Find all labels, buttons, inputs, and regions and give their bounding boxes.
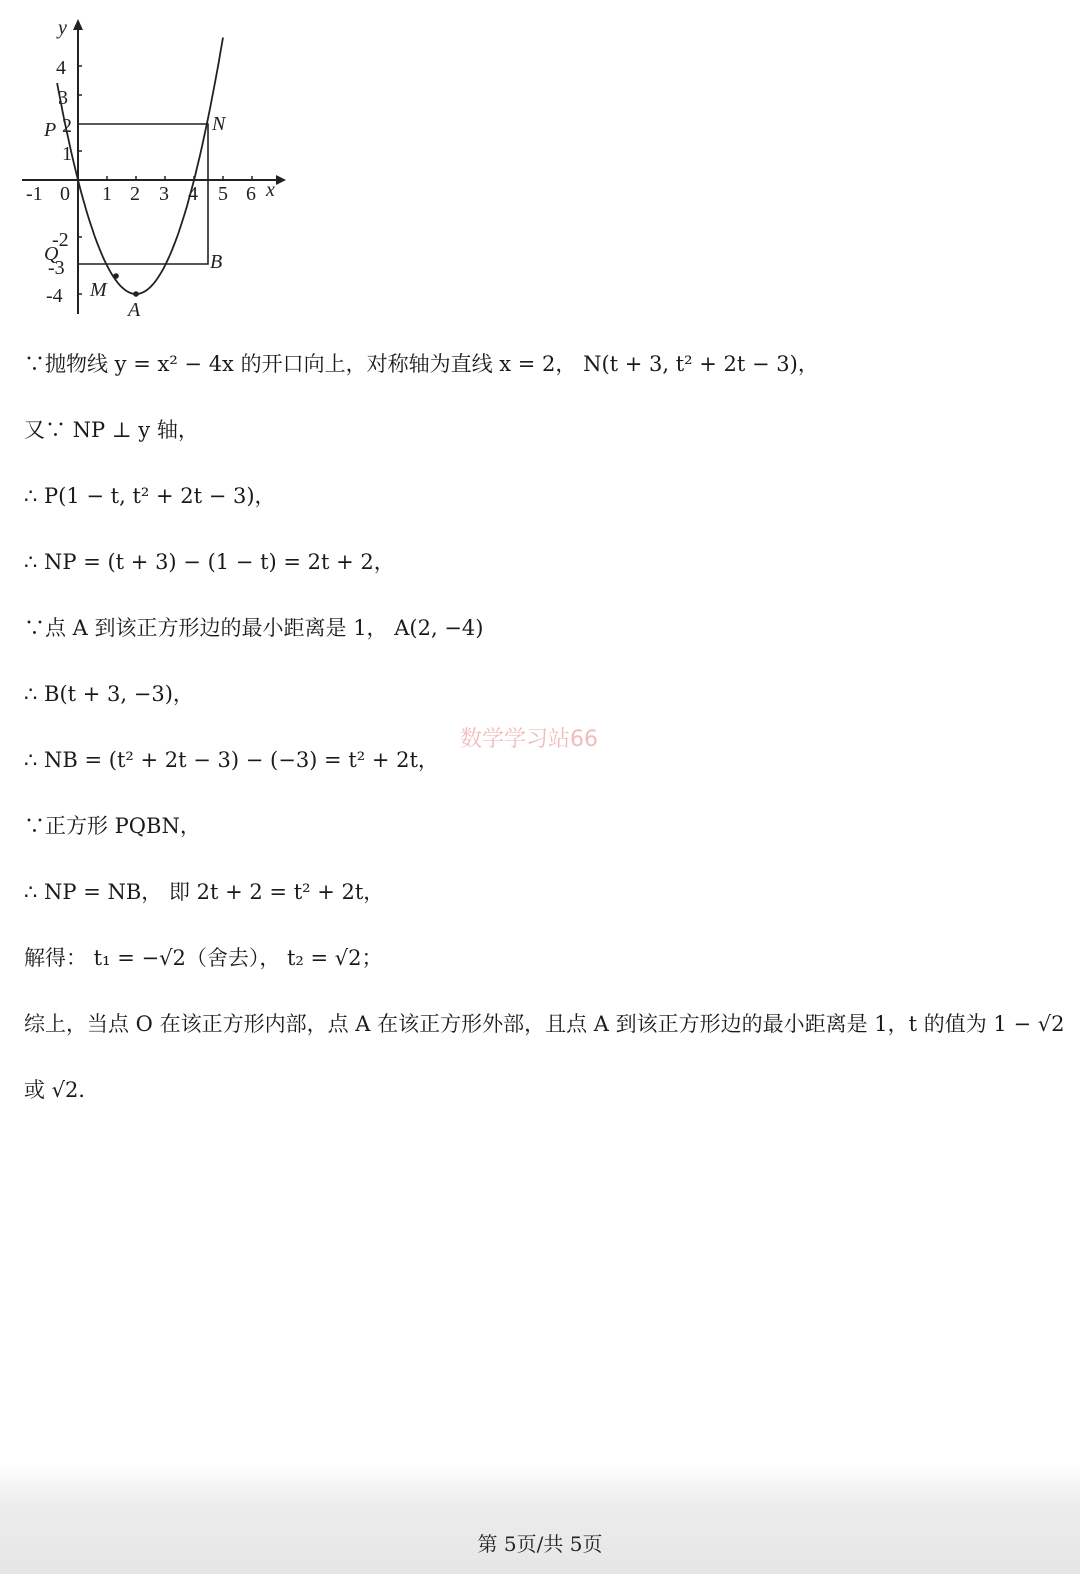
parabola-curve (57, 38, 223, 295)
solution-line: 或 √2． (24, 1078, 100, 1102)
solution-line: 又∵ NP ⊥ y 轴， (24, 418, 199, 442)
x-tick-label: 4 (188, 183, 198, 205)
point-a (133, 291, 139, 297)
label-b: B (210, 251, 223, 273)
label-q: Q (44, 243, 59, 265)
parabola-figure (18, 14, 288, 324)
x-tick-label: 6 (246, 183, 256, 205)
x-tick-label: 1 (102, 183, 112, 205)
x-axis-arrow (276, 175, 286, 185)
x-tick-label: 0 (60, 183, 70, 205)
x-tick-label: 2 (130, 183, 140, 205)
solution-line: ∴ P(1 − t, t² + 2t − 3)， (24, 484, 276, 508)
point-m (113, 273, 119, 279)
solution-line: ∴ NP = (t + 3) − (1 − t) = 2t + 2， (24, 550, 395, 574)
solution-line: ∵正方形 PQBN， (24, 814, 201, 838)
solution-line: ∴ B(t + 3, −3)， (24, 682, 194, 706)
y-tick-label: 4 (56, 57, 66, 79)
solution-line: ∵点 A 到该正方形边的最小距离是 1， A(2, −4) (24, 616, 484, 640)
y-tick-label: 1 (62, 143, 72, 165)
solution-line: ∴ NB = (t² + 2t − 3) − (−3) = t² + 2t， (24, 748, 439, 772)
solution-line: ∴ NP = NB， 即 2t + 2 = t² + 2t， (24, 880, 385, 904)
y-axis-arrow (73, 19, 83, 30)
solution-line: 综上，当点 O 在该正方形内部，点 A 在该正方形外部，且点 A 到该正方形边的最小距离是 1，t 的值为 1 − √2 (24, 1012, 1065, 1036)
y-axis-label: y (58, 17, 67, 39)
parabola-graph (18, 14, 288, 324)
solution-line: ∵抛物线 y = x² − 4x 的开口向上，对称轴为直线 x = 2， N(t + 3, t² + 2t − 3)， (24, 352, 819, 376)
label-n: N (212, 113, 226, 135)
y-tick-label: -2 (52, 229, 69, 251)
page-number: 第 5页/共 5页 (477, 1532, 603, 1556)
x-tick-label: 3 (159, 183, 169, 205)
y-tick-label: 3 (58, 87, 68, 109)
x-tick-label: 5 (218, 183, 228, 205)
footer-band (0, 1462, 1080, 1574)
label-p: P (44, 119, 57, 141)
y-tick-label: -4 (46, 285, 63, 307)
label-m: M (90, 279, 107, 301)
solution-line: 解得： t₁ = −√2（舍去）， t₂ = √2； (24, 946, 383, 970)
watermark: 数学学习站66 (460, 727, 598, 752)
y-tick-label: 2 (62, 115, 72, 137)
label-a: A (128, 299, 141, 321)
x-axis-label: x (266, 179, 275, 201)
x-tick-label: -1 (26, 183, 43, 205)
y-tick-label: -3 (48, 257, 65, 279)
